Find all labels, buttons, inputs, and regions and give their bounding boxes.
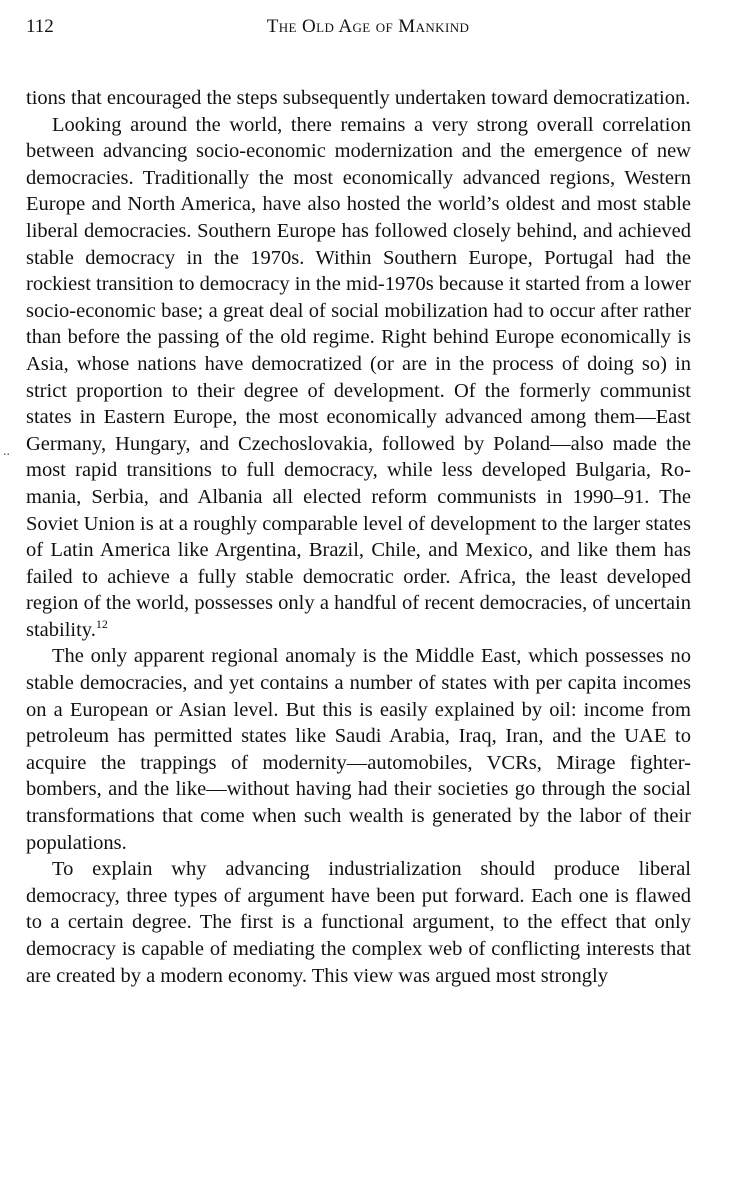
paragraph-continuation bbox=[26, 85, 691, 112]
body-text bbox=[26, 85, 691, 989]
running-head: The Old Age of Mankind bbox=[266, 16, 470, 37]
paragraph-text: tions that encouraged the steps subsequently undertaken toward democratization. bbox=[26, 87, 691, 109]
paragraph-text: The only apparent regional anomaly is the Middle East, which possesses no stable democracies, and yet contains a number of states with per capita incomes on a European or Asian level. But this is easily explained by oil: income from petroleum has permitted states like Saudi Arabia, Iraq, Iran, and the UAE to acquire the trappings of modernity—automobiles, VCRs, Mirage fighter-bombers, and the like—without having had their societies go through the social transformations that come when such wealth is generated by the labor of their populations. bbox=[26, 645, 691, 854]
paragraph-regional-correlation bbox=[26, 112, 691, 644]
paragraph-arguments bbox=[26, 856, 691, 989]
paragraph-text: To explain why advancing industrialization should produce liberal democracy, three types of argument have been put forward. Each one is flawed to a certain degree. The first is a functional argument, to the effect that only democracy is capable of mediating the complex web of conflicting interests that are created by a modern economy. This view was argued most strongly bbox=[26, 858, 691, 987]
page-header bbox=[26, 16, 710, 44]
page-number: 112 bbox=[26, 16, 54, 37]
margin-mark: .. bbox=[3, 444, 10, 459]
paragraph-text: Looking around the world, there remains a very strong overall correlation between advancing socio-economic modernization and the emergence of new democracies. Traditionally the most economically advanced regions, Western Europe and North America, have also hosted the world’s oldest and most stable liberal democracies. Southern Europe has followed closely behind, and achieved stable democracy in the 1970s. Within Southern Europe, Portugal had the rockiest transition to democracy in the mid-1970s because it started from a lower socio-economic base; a great deal of social mobilization had to occur after rather than before the passing of the old regime. Right behind Europe economically is Asia, whose nations have democratized (or are in the process of doing so) in strict proportion to their degree of development. Of the formerly communist states in Eastern Europe, the most economically advanced among them—East Germany, Hungary, and Czechoslovakia, followed by Poland—also made the most rapid transitions to full democracy, while less developed Bulgaria, Romania, Serbia, and Albania all elected reform communists in 1990–91. The Soviet Union is at a roughly comparable level of development to the larger states of Latin America like Argentina, Brazil, Chile, and Mexico, and like them has failed to achieve a fully stable democratic order. Africa, the least developed region of the world, possesses only a handful of recent democracies, of uncertain stability. bbox=[26, 113, 691, 641]
paragraph-middle-east bbox=[26, 643, 691, 856]
footnote-marker[interactable]: 12 bbox=[95, 617, 108, 632]
